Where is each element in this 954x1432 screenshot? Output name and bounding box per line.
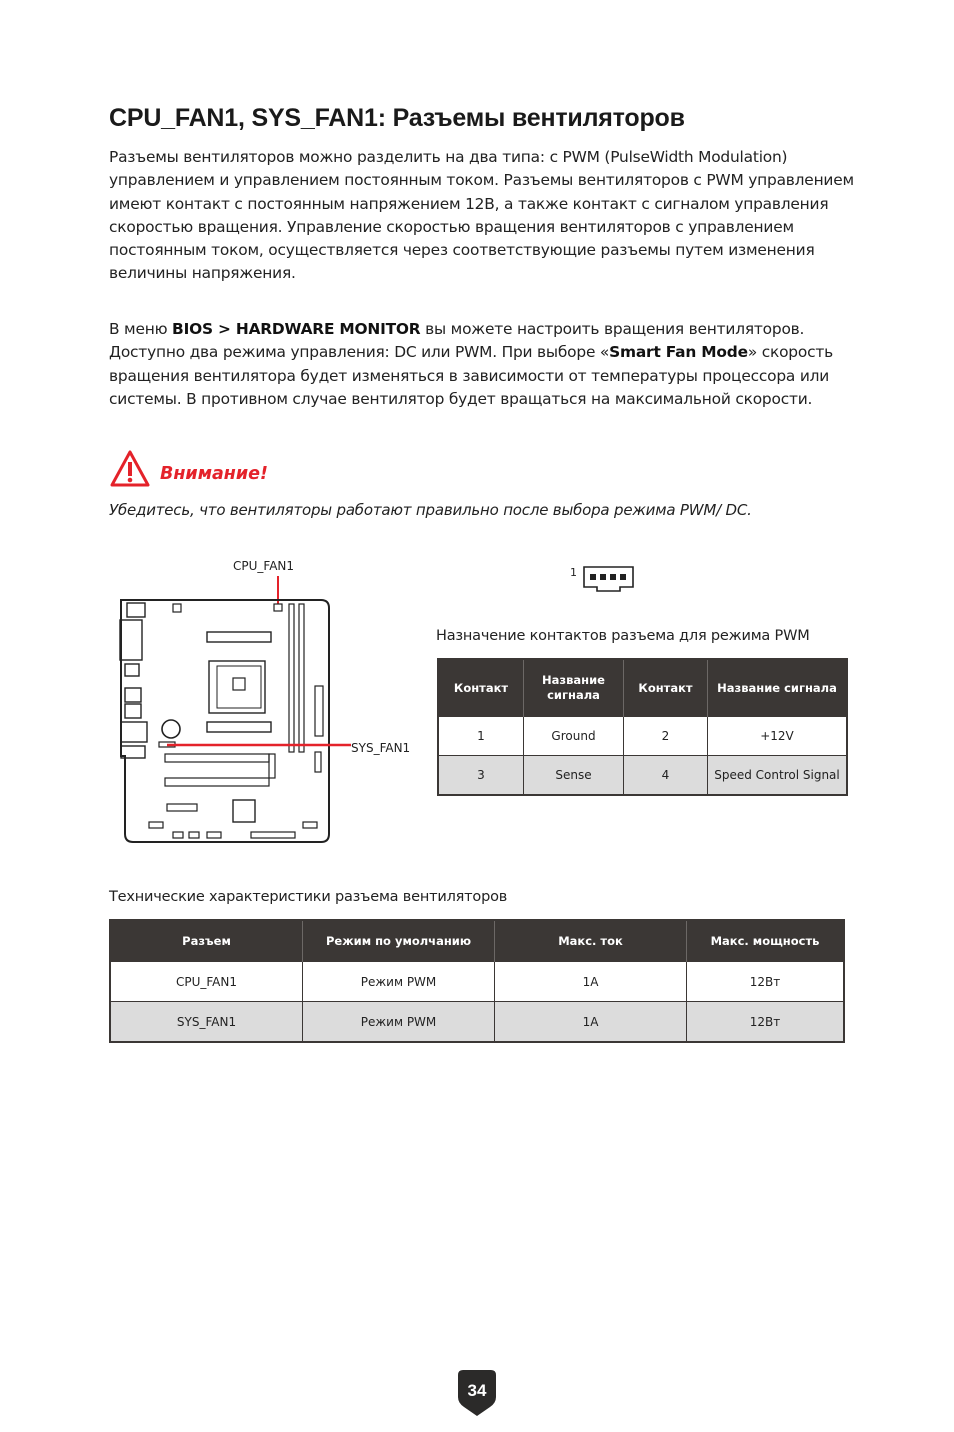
table-cell: 1A xyxy=(495,1002,687,1043)
fan-spec-table xyxy=(109,919,845,1043)
table-cell: Sense xyxy=(524,756,624,796)
table-row xyxy=(438,717,847,756)
bios-suffix: » скорость вращения вентилятора будет изменяться в зависимости от температуры процессора или системы. В противном случае вентилятор будет вращаться на максимальной скорости. xyxy=(109,343,833,408)
pin-assignment-table xyxy=(437,658,848,796)
col-header: Разъем xyxy=(110,920,303,962)
col-header: Контакт xyxy=(438,659,524,717)
table-cell: 12Вт xyxy=(687,1002,845,1043)
smart-fan-mode: Smart Fan Mode xyxy=(609,343,748,362)
table-header-row xyxy=(438,659,847,717)
cpu-fan-label: CPU_FAN1 xyxy=(233,559,295,573)
table-cell: 1 xyxy=(438,717,524,756)
table-header-row xyxy=(110,920,844,962)
pcie-slot xyxy=(165,754,269,762)
col-header: Макс. мощность xyxy=(687,920,845,962)
col-header: Название сигнала xyxy=(524,659,624,717)
col-header: Контакт xyxy=(624,659,708,717)
table-row xyxy=(438,756,847,796)
page-title: CPU_FAN1, SYS_FAN1: Разъемы вентиляторов xyxy=(109,104,685,132)
col-header: Режим по умолчанию xyxy=(303,920,495,962)
table-cell: 4 xyxy=(624,756,708,796)
table-cell: CPU_FAN1 xyxy=(110,962,303,1002)
spec-table-caption: Технические характеристики разъема вентиляторов xyxy=(109,889,508,905)
bios-paragraph xyxy=(109,318,854,411)
bios-prefix: В меню xyxy=(109,320,173,338)
table-cell: 12Вт xyxy=(687,962,845,1002)
board-outline xyxy=(121,600,329,842)
dimm-slot xyxy=(299,604,304,752)
pcie-slot xyxy=(165,778,269,786)
fan-connector-icon xyxy=(582,565,636,593)
warning-title: Внимание! xyxy=(160,464,269,484)
sys-fan-label: SYS_FAN1 xyxy=(351,741,411,755)
motherboard-diagram xyxy=(109,556,429,846)
table-cell: Ground xyxy=(524,717,624,756)
table-cell: 1A xyxy=(495,962,687,1002)
pin-table-caption: Назначение контактов разъема для режима PWM xyxy=(436,628,810,644)
table-cell: Режим PWM xyxy=(303,1002,495,1043)
table-cell: Режим PWM xyxy=(303,962,495,1002)
table-row xyxy=(110,962,844,1002)
table-row xyxy=(110,1002,844,1043)
table-cell: 3 xyxy=(438,756,524,796)
warning-icon xyxy=(109,449,151,489)
table-cell: SYS_FAN1 xyxy=(110,1002,303,1043)
bios-menu-path: BIOS > HARDWARE MONITOR xyxy=(172,320,421,338)
table-cell: 2 xyxy=(624,717,708,756)
battery xyxy=(162,720,180,738)
chipset xyxy=(233,800,255,822)
bios-mid: вы можете настроить вращения вентиляторов. Доступно два режима управления: DC или PWM. При выборе « xyxy=(109,320,805,362)
intro-paragraph: Разъемы вентиляторов можно разделить на два типа: с PWM (PulseWidth Modulation) управлением и управлением постоянным током. Разъемы вентиляторов с PWM управлением имеют контакт с постоянным напряжением 12В, а также контакт с сигналом управления скоростью вращения. Управление скоростью вращения вентиляторов с управлением постоянным током, осуществляется через соответствующие разъемы путем изменения величины напряжения. xyxy=(109,148,854,283)
col-header: Название сигнала xyxy=(708,659,848,717)
page-number: 34 xyxy=(467,1381,487,1400)
col-header: Макс. ток xyxy=(495,920,687,962)
pin1-label: 1 xyxy=(570,566,577,579)
warning-text: Убедитесь, что вентиляторы работают правильно после выбора режима PWM/ DC. xyxy=(109,501,752,519)
table-cell: +12V xyxy=(708,717,848,756)
dimm-slot xyxy=(289,604,294,752)
table-cell: Speed Control Signal xyxy=(708,756,848,796)
cpu-fan-header xyxy=(274,604,282,611)
